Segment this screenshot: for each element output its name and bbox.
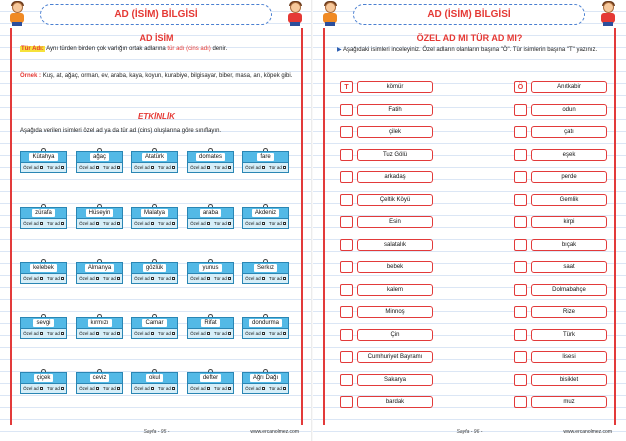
word-pill: kirpi <box>531 216 607 228</box>
option-ozel-label: Özel ad <box>134 331 150 336</box>
option-tur-checkbox[interactable] <box>61 166 64 169</box>
option-ozel-checkbox[interactable] <box>262 277 265 280</box>
example-text: Kuş, at, ağaç, orman, ev, araba, kaya, koyun, kurabiye, bilgisayar, biber, masa, arı, köpek gibi. <box>42 73 293 79</box>
card-word: Ağrı Dağı <box>250 374 281 382</box>
option-ozel-checkbox[interactable] <box>207 277 210 280</box>
option-tur-label: Tür ad <box>268 221 282 226</box>
answer-box[interactable] <box>340 239 353 251</box>
option-tur-label: Tür ad <box>268 331 282 336</box>
word-card <box>131 204 178 232</box>
word-pill: muz <box>531 396 607 408</box>
card-word: kelebek <box>30 264 57 272</box>
option-ozel-label: Özel ad <box>245 386 261 391</box>
answer-box[interactable] <box>514 239 527 251</box>
option-tur-label: Tür ad <box>268 276 282 281</box>
option-ozel-checkbox[interactable] <box>40 387 43 390</box>
option-tur-checkbox[interactable] <box>117 222 120 225</box>
website-link[interactable]: www.ercanolmez.com <box>250 429 299 435</box>
card-word: Kütahya <box>29 153 57 161</box>
word-pill: bardak <box>357 396 433 408</box>
option-tur-label: Tür ad <box>46 165 60 170</box>
word-pill: Minnoş <box>357 306 433 318</box>
word-pill: bıçak <box>531 239 607 251</box>
instruction-text: Aşağıdaki isimleri inceleyiniz. Özel adların olanların başına "Ö". Tür isimlerin başına "T" yazınız. <box>342 47 598 53</box>
option-ozel-checkbox[interactable] <box>262 387 265 390</box>
option-ozel-checkbox[interactable] <box>262 166 265 169</box>
option-ozel-checkbox[interactable] <box>207 332 210 335</box>
option-tur-checkbox[interactable] <box>117 387 120 390</box>
child-illustration-icon <box>284 2 306 26</box>
answer-box[interactable]: T <box>340 81 353 93</box>
option-tur-label: Tür ad <box>102 221 116 226</box>
card-word: ceviz <box>90 374 110 382</box>
option-tur-checkbox[interactable] <box>61 387 64 390</box>
option-tur-label: Tür ad <box>157 276 171 281</box>
answer-box[interactable] <box>514 104 527 116</box>
option-ozel-label: Özel ad <box>190 221 206 226</box>
child-illustration-icon <box>319 2 341 26</box>
instruction-paragraph <box>337 45 612 55</box>
option-tur-label: Tür ad <box>213 276 227 281</box>
word-card <box>187 148 234 176</box>
option-tur-checkbox[interactable] <box>61 222 64 225</box>
word-card <box>187 204 234 232</box>
option-ozel-label: Özel ad <box>23 276 39 281</box>
option-ozel-checkbox[interactable] <box>96 387 99 390</box>
answer-box[interactable] <box>514 396 527 408</box>
option-tur-checkbox[interactable] <box>283 387 286 390</box>
card-word: Camar <box>142 319 166 327</box>
word-card <box>76 369 123 397</box>
option-tur-label: Tür ad <box>102 276 116 281</box>
card-word: Almanya <box>85 264 114 272</box>
answer-box[interactable] <box>514 261 527 273</box>
card-word: defter <box>200 374 221 382</box>
option-ozel-label: Özel ad <box>190 386 206 391</box>
option-tur-label: Tür ad <box>102 331 116 336</box>
child-illustration-icon <box>597 2 619 26</box>
option-tur-checkbox[interactable] <box>283 166 286 169</box>
card-word: domates <box>196 153 225 161</box>
option-tur-label: Tür ad <box>213 386 227 391</box>
option-tur-checkbox[interactable] <box>61 277 64 280</box>
word-pill: Dolmabahçe <box>531 284 607 296</box>
activity-title: ETKİNLİK <box>138 112 175 121</box>
word-pill: saat <box>531 261 607 273</box>
card-word: fare <box>257 153 273 161</box>
option-ozel-label: Özel ad <box>245 276 261 281</box>
option-ozel-checkbox[interactable] <box>96 166 99 169</box>
word-card <box>131 148 178 176</box>
word-card <box>131 314 178 342</box>
answer-box[interactable] <box>340 171 353 183</box>
option-ozel-checkbox[interactable] <box>207 222 210 225</box>
section-title: AD İSİM <box>139 33 174 43</box>
word-pill: çilek <box>357 126 433 138</box>
option-tur-checkbox[interactable] <box>117 166 120 169</box>
option-ozel-checkbox[interactable] <box>40 222 43 225</box>
word-card <box>242 314 289 342</box>
option-ozel-label: Özel ad <box>245 165 261 170</box>
word-pill: Anıtkabir <box>531 81 607 93</box>
word-pill: kömür <box>357 81 433 93</box>
word-pill: kalem <box>357 284 433 296</box>
option-tur-checkbox[interactable] <box>172 166 175 169</box>
word-pill: salatalık <box>357 239 433 251</box>
word-pill: Fatih <box>357 104 433 116</box>
card-word: Serkız <box>254 264 277 272</box>
option-tur-checkbox[interactable] <box>172 387 175 390</box>
word-pill: bebek <box>357 261 433 273</box>
option-tur-label: Tür ad <box>213 165 227 170</box>
option-ozel-checkbox[interactable] <box>151 332 154 335</box>
option-tur-label: Tür ad <box>157 331 171 336</box>
answer-box[interactable] <box>514 126 527 138</box>
option-tur-checkbox[interactable] <box>228 332 231 335</box>
card-word: gözlük <box>143 264 166 272</box>
word-card <box>76 204 123 232</box>
card-word: okul <box>146 374 163 382</box>
option-tur-checkbox[interactable] <box>228 222 231 225</box>
option-tur-label: Tür ad <box>102 386 116 391</box>
definition-end: denir. <box>212 46 228 52</box>
word-pill: Türk <box>531 329 607 341</box>
answer-box[interactable] <box>514 284 527 296</box>
option-tur-checkbox[interactable] <box>172 277 175 280</box>
footer <box>0 427 313 439</box>
option-ozel-label: Özel ad <box>134 276 150 281</box>
option-ozel-label: Özel ad <box>23 165 39 170</box>
footer <box>313 427 626 439</box>
margin-line-left <box>10 28 12 425</box>
page-number: Sayfa - 96 - <box>456 429 483 435</box>
word-pill: lisesi <box>531 351 607 363</box>
card-word: Malatya <box>141 209 168 217</box>
option-ozel-checkbox[interactable] <box>96 222 99 225</box>
page-banner: AD (İSİM) BİLGİSİ <box>353 4 585 25</box>
option-ozel-label: Özel ad <box>190 165 206 170</box>
word-card <box>242 204 289 232</box>
example-paragraph <box>20 72 300 81</box>
word-pill: perde <box>531 171 607 183</box>
word-card <box>20 314 67 342</box>
answer-box[interactable] <box>340 374 353 386</box>
option-tur-label: Tür ad <box>268 386 282 391</box>
option-ozel-label: Özel ad <box>134 221 150 226</box>
answer-box[interactable] <box>514 306 527 318</box>
answer-box[interactable] <box>340 104 353 116</box>
child-illustration-icon <box>6 2 28 26</box>
section-title: ÖZEL AD MI TÜR AD MI? <box>416 33 523 43</box>
card-word: araba <box>200 209 221 217</box>
card-word: Rifat <box>201 319 219 327</box>
answer-box[interactable] <box>340 261 353 273</box>
word-pill: Tuz Gölü <box>357 149 433 161</box>
word-card <box>76 148 123 176</box>
option-ozel-label: Özel ad <box>23 221 39 226</box>
option-tur-label: Tür ad <box>46 276 60 281</box>
answer-box[interactable] <box>340 351 353 363</box>
option-tur-checkbox[interactable] <box>283 222 286 225</box>
website-link[interactable]: www.ercanolmez.com <box>563 429 612 435</box>
word-card <box>187 259 234 287</box>
margin-line-right <box>301 28 303 425</box>
option-tur-checkbox[interactable] <box>228 277 231 280</box>
answer-box[interactable] <box>514 351 527 363</box>
word-pill: Gemlik <box>531 194 607 206</box>
answer-box[interactable] <box>514 194 527 206</box>
word-pill: Çin <box>357 329 433 341</box>
option-tur-label: Tür ad <box>102 165 116 170</box>
option-tur-checkbox[interactable] <box>61 332 64 335</box>
option-ozel-label: Özel ad <box>245 331 261 336</box>
answer-box[interactable] <box>340 126 353 138</box>
option-ozel-checkbox[interactable] <box>151 277 154 280</box>
answer-box[interactable] <box>514 329 527 341</box>
margin-line-right <box>614 28 616 425</box>
word-card <box>76 314 123 342</box>
option-ozel-checkbox[interactable] <box>262 332 265 335</box>
option-tur-label: Tür ad <box>268 165 282 170</box>
option-ozel-label: Özel ad <box>245 221 261 226</box>
option-tur-checkbox[interactable] <box>283 332 286 335</box>
card-word: Akdeniz <box>252 209 279 217</box>
definition-term: Tür Adı: <box>21 46 44 52</box>
answer-box[interactable] <box>340 149 353 161</box>
option-ozel-checkbox[interactable] <box>96 277 99 280</box>
option-ozel-label: Özel ad <box>79 331 95 336</box>
answer-box[interactable] <box>340 306 353 318</box>
option-ozel-checkbox[interactable] <box>151 222 154 225</box>
word-card <box>187 369 234 397</box>
option-ozel-checkbox[interactable] <box>262 222 265 225</box>
answer-box[interactable] <box>514 374 527 386</box>
word-pill: Rize <box>531 306 607 318</box>
option-tur-label: Tür ad <box>46 386 60 391</box>
option-ozel-checkbox[interactable] <box>40 166 43 169</box>
option-ozel-checkbox[interactable] <box>40 277 43 280</box>
answer-box[interactable] <box>514 149 527 161</box>
option-ozel-checkbox[interactable] <box>151 387 154 390</box>
card-word: yunus <box>199 264 221 272</box>
card-word: çiçek <box>34 374 54 382</box>
answer-box[interactable] <box>340 284 353 296</box>
word-card <box>20 259 67 287</box>
word-card <box>20 369 67 397</box>
word-card <box>242 259 289 287</box>
word-pill: bisiklet <box>531 374 607 386</box>
card-word: Atatürk <box>142 153 167 161</box>
option-tur-checkbox[interactable] <box>283 277 286 280</box>
option-ozel-label: Özel ad <box>79 386 95 391</box>
right-page <box>313 0 626 441</box>
option-ozel-label: Özel ad <box>23 331 39 336</box>
answer-box[interactable] <box>514 171 527 183</box>
definition-text: Aynı türden birden çok varlığın ortak adlarına <box>46 46 166 52</box>
option-tur-checkbox[interactable] <box>117 277 120 280</box>
word-card <box>187 314 234 342</box>
option-tur-checkbox[interactable] <box>228 387 231 390</box>
word-pill: Esin <box>357 216 433 228</box>
option-ozel-label: Özel ad <box>190 331 206 336</box>
card-word: ağaç <box>90 153 109 161</box>
option-tur-checkbox[interactable] <box>172 222 175 225</box>
card-word: zürafa <box>32 209 55 217</box>
page-banner: AD (İSİM) BİLGİSİ <box>40 4 272 25</box>
option-ozel-checkbox[interactable] <box>207 387 210 390</box>
example-label: Örnek : <box>20 73 42 79</box>
word-pill: Çeltik Köyü <box>357 194 433 206</box>
option-ozel-label: Özel ad <box>79 221 95 226</box>
option-ozel-label: Özel ad <box>23 386 39 391</box>
option-ozel-label: Özel ad <box>134 386 150 391</box>
word-pill: arkadaş <box>357 171 433 183</box>
option-ozel-label: Özel ad <box>190 276 206 281</box>
answer-box[interactable] <box>514 216 527 228</box>
option-ozel-checkbox[interactable] <box>40 332 43 335</box>
definition-highlight: tür adı (cins adı) <box>167 46 211 52</box>
option-tur-label: Tür ad <box>157 221 171 226</box>
card-word: Hüseyin <box>86 209 114 217</box>
activity-instruction: Aşağıda verilen isimleri özel ad ya da tür ad (cins) oluşlarına göre sınıflayın. <box>20 128 222 134</box>
option-tur-checkbox[interactable] <box>117 332 120 335</box>
triangle-bullet-icon: ▶ <box>337 47 342 53</box>
option-ozel-label: Özel ad <box>79 276 95 281</box>
card-word: dondurma <box>249 319 282 327</box>
option-ozel-checkbox[interactable] <box>207 166 210 169</box>
answer-box[interactable] <box>340 329 353 341</box>
word-pill: çatı <box>531 126 607 138</box>
option-tur-label: Tür ad <box>46 331 60 336</box>
answer-box[interactable] <box>340 194 353 206</box>
option-ozel-label: Özel ad <box>79 165 95 170</box>
card-word: kırmızı <box>88 319 112 327</box>
option-ozel-checkbox[interactable] <box>151 166 154 169</box>
option-tur-label: Tür ad <box>213 221 227 226</box>
word-card <box>242 369 289 397</box>
option-tur-checkbox[interactable] <box>172 332 175 335</box>
answer-box[interactable] <box>340 216 353 228</box>
option-tur-label: Tür ad <box>157 165 171 170</box>
option-ozel-checkbox[interactable] <box>96 332 99 335</box>
word-pill: eşek <box>531 149 607 161</box>
option-tur-label: Tür ad <box>213 331 227 336</box>
definition-paragraph <box>20 45 300 54</box>
card-word: sevgi <box>33 319 53 327</box>
option-tur-label: Tür ad <box>157 386 171 391</box>
word-card <box>242 148 289 176</box>
margin-line-left <box>323 28 325 425</box>
word-card <box>131 369 178 397</box>
option-ozel-label: Özel ad <box>134 165 150 170</box>
word-pill: Cumhuriyet Bayramı <box>357 351 433 363</box>
word-card <box>20 204 67 232</box>
answer-box[interactable]: Ö <box>514 81 527 93</box>
option-tur-checkbox[interactable] <box>228 166 231 169</box>
word-card <box>131 259 178 287</box>
page-number: Sayfa - 95 - <box>143 429 170 435</box>
word-pill: odun <box>531 104 607 116</box>
word-card <box>20 148 67 176</box>
answer-box[interactable] <box>340 396 353 408</box>
word-pill: Sakarya <box>357 374 433 386</box>
option-tur-label: Tür ad <box>46 221 60 226</box>
word-card <box>76 259 123 287</box>
